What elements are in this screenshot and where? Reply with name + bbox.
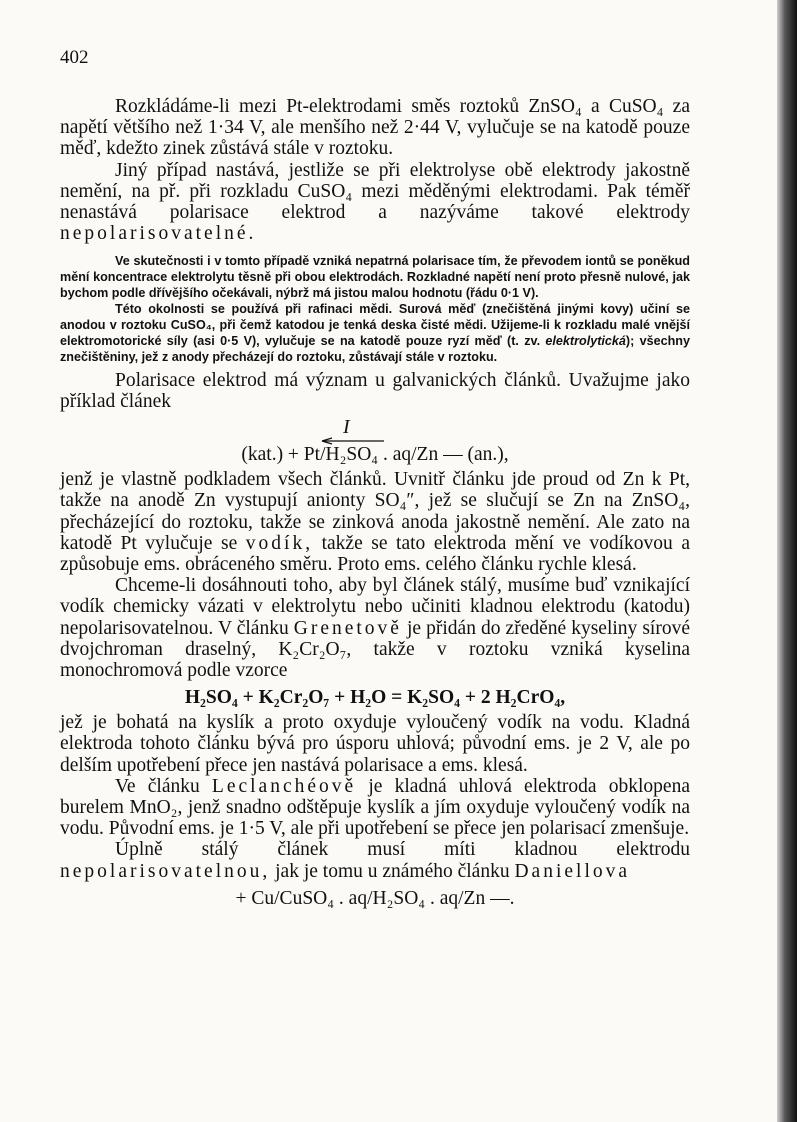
note-text: Této okolnosti se používá při rafinaci mědi. Surová měď (znečištěná jinými kovy) učiní se anodou v roztoku CuSO₄, při čemž katodou je tenká deska čisté mědi. Užijeme-li k rozkladu malé vnější elektromotorické síly (asi 0·5 V), vylučuje se na katodě pouze ryzí měď (t. zv. xyxy=(60,302,690,348)
spaced-term: vodík, xyxy=(245,532,314,554)
paragraph-text: takže se tato elektroda mění ve vodíkovou a způsobuje ems. obráceného směru. Proto ems. celého článku rychle klesá. xyxy=(60,532,690,575)
spaced-term: nepolarisovatelné. xyxy=(60,223,257,245)
paragraph-grenet-cell xyxy=(60,575,690,681)
paragraph-electrolysis-mixture: Rozkládáme-li mezi Pt-elektrodami směs roztoků ZnSO₄ a CuSO₄ za napětí většího než 1·34 V, ale menšího než 2·44 V, vylučuje se na katodě pouze měď, kdežto zinek zůstává stále v roztoku. xyxy=(60,96,690,160)
paragraph-galvanic-cells: Polarisace elektrod má význam u galvanických článků. Uvažujme jako příklad článek xyxy=(60,369,690,412)
spaced-term: Leclanchéově xyxy=(211,775,357,797)
book-spine-shadow xyxy=(777,0,797,1122)
paragraph-text: Ve článku xyxy=(115,775,212,797)
paragraph-text: jenž je vlastně podkladem všech článků. Uvnitř článku jde proud od Zn k Pt, takže na anodě Zn vystupují anionty SO₄″, jež se slučují se Zn na ZnSO₄, přecházející do roztoku, takže se zinková anoda jakostně nemění. Ale zato na katodě Pt vylučuje se xyxy=(60,469,690,554)
current-direction-marker xyxy=(60,416,690,444)
cell-formula-1: (kat.) + Pt/H₂SO₄ . aq/Zn — (an.), xyxy=(241,444,509,466)
cell-formula-daniell: + Cu/CuSO₄ . aq/H₂SO₄ . aq/Zn —. xyxy=(235,887,515,909)
spaced-term: nepolarisovatelnou, xyxy=(60,860,271,882)
paragraph-text: je přidán do zředěné kyseliny sírové dvojchroman draselný, K₂Cr₂O₇, takže v roztoku vzniká kyselina monochromová podle vzorce xyxy=(60,617,690,681)
paragraph-oxidation: jež je bohatá na kyslík a proto oxyduje vyloučený vodík na vodu. Kladná elektroda tohoto článku bývá pro úsporu uhlová; původní ems. je 2 V, ale po delším upotřebení přece jen nastává polarisace a ems. klesá. xyxy=(60,712,690,776)
note-small-print-1: Ve skutečnosti i v tomto případě vzniká nepatrná polarisace tím, že převodem iontů se poněkud mění koncentrace elektrolytu těsně při obou elektrodách. Rozkladné napětí není proto přesně nulové, jak bychom podle dřívějšího očekávali, nýbrž má jistou malou hodnotu (řádu 0·1 V). xyxy=(60,254,690,301)
paragraph-text: je kladná uhlová elektroda obklopena burelem MnO₂, jenž snadno odštěpuje kyslík a jím oxyduje vyloučený vodík na vodu. Původní ems. je 1·5 V, ale při upotřebení se přece jen polarisací zmenšuje. xyxy=(60,775,690,840)
paragraph-hydrogen-polarisation xyxy=(60,469,690,575)
note-small-print-2 xyxy=(60,302,690,366)
paragraph-nonpolarisable xyxy=(60,160,690,245)
paragraph-text: Jiný případ nastává, jestliže se při elektrolyse obě elektrody jakostně nemění, na př. při rozkladu CuSO₄ mezi měděnými elektrodami. Pak téměř nenastává polarisace elektrod a nazýváme takové elektrody xyxy=(60,159,690,224)
note-italic-term: elektrolytická xyxy=(545,333,626,348)
paragraph-text: Úplně stálý článek musí míti kladnou elektrodu xyxy=(115,839,690,861)
page-body xyxy=(60,96,690,909)
paragraph-text: Chceme-li dosáhnouti toho, aby byl článek stálý, musíme buď vznikající vodík chemicky vázati v elektrolytu nebo učiniti kladnou elektrodu (katodu) nepolarisovatelnou. V článku xyxy=(60,575,690,639)
current-arrow-icon xyxy=(318,437,388,445)
paragraph-leclanche-cell xyxy=(60,776,690,840)
paragraph-daniell-cell xyxy=(60,839,690,881)
current-label: I xyxy=(343,416,350,439)
spaced-term: Grenetově xyxy=(293,617,402,639)
spaced-term: Daniellova xyxy=(514,860,631,882)
note-text: ); všechny znečištěniny, jež z anody přecházejí do roztoku, zůstávají stále v roztoku. xyxy=(60,333,690,364)
reaction-formula: H₂SO₄ + K₂Cr₂O₇ + H₂O = K₂SO₄ + 2 H₂CrO₄, xyxy=(184,687,566,709)
paragraph-text: jak je tomu u známého článku xyxy=(270,860,515,882)
page-number: 402 xyxy=(60,47,89,68)
